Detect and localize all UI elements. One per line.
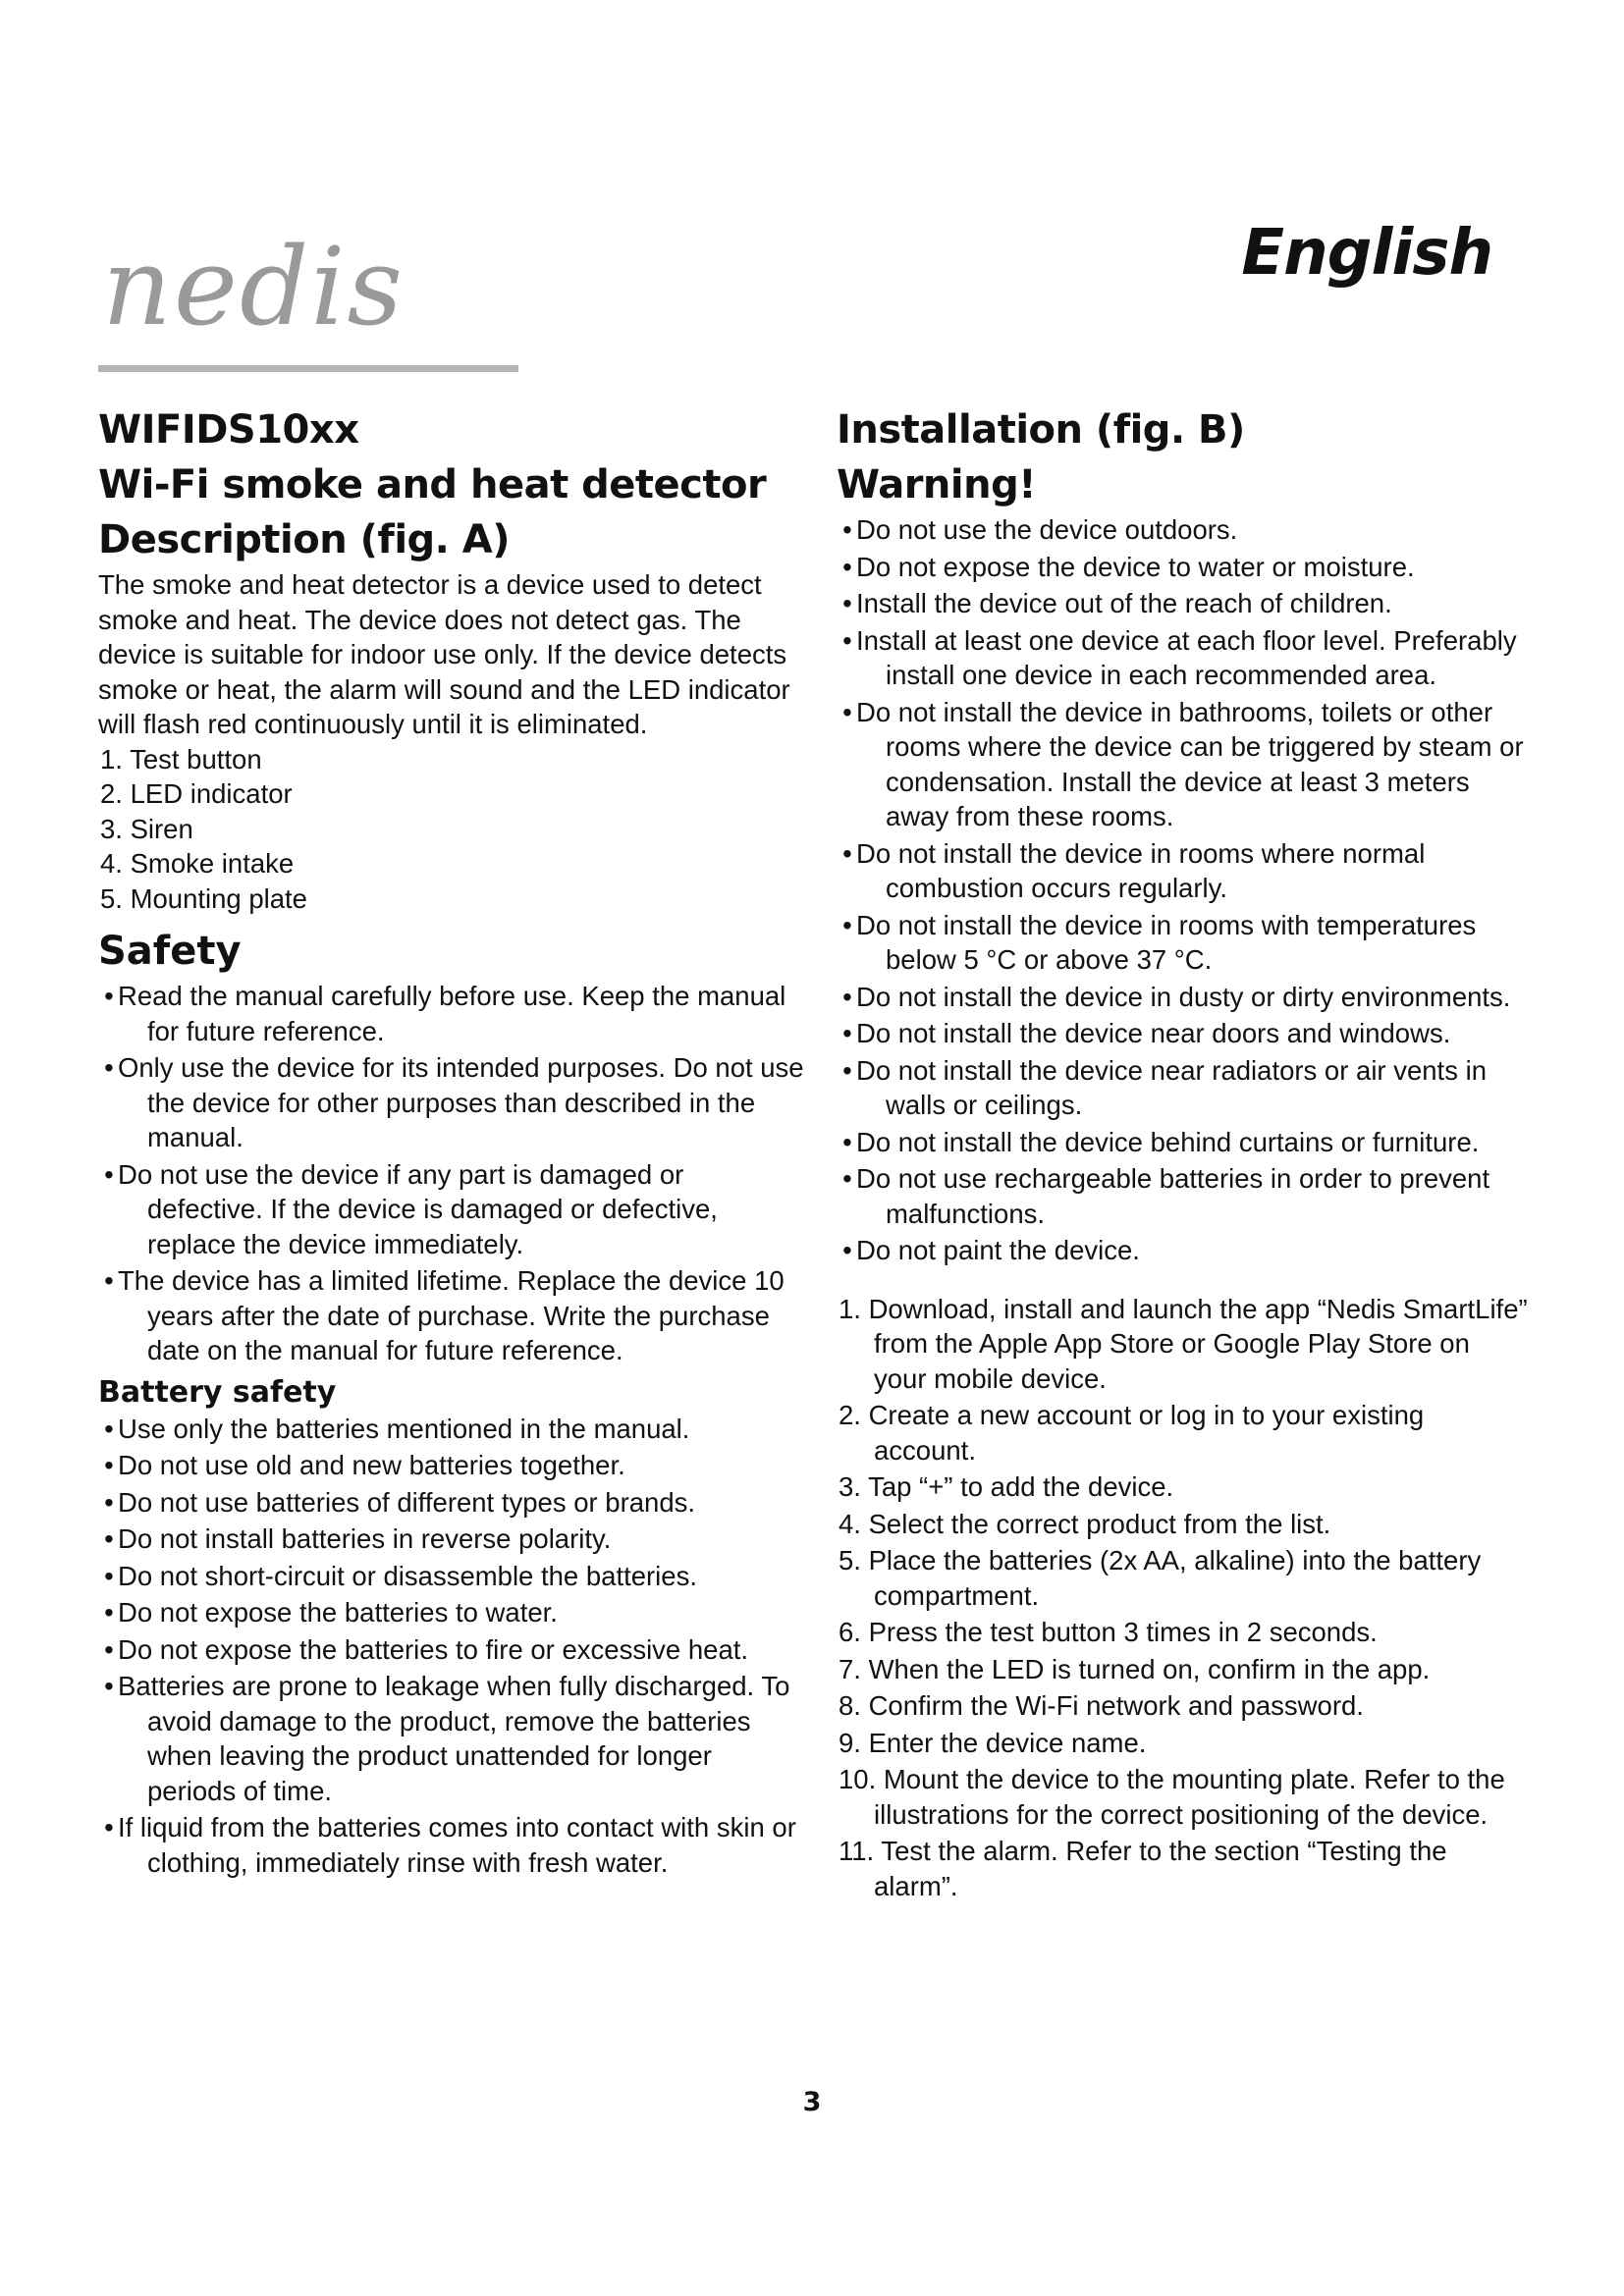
product-title: Wi-Fi smoke and heat detector	[98, 462, 767, 507]
list-item	[98, 1485, 805, 1521]
list-item-text: • Install the device out of the reach of children.	[856, 588, 1392, 618]
language-heading: English	[1241, 217, 1492, 290]
list-item: 2. Create a new account or log in to your existing account.	[839, 1400, 1425, 1466]
list-item	[837, 586, 1528, 621]
list-item-text: • The device has a limited lifetime. Replace the device 10 years after the date of purchase. Write the purchase date on the manual for future reference.	[118, 1265, 785, 1365]
installation-heading: Installation (fig. B)	[837, 407, 1245, 453]
list-item-text: • Do not use batteries of different types or brands.	[118, 1486, 696, 1518]
list-item	[98, 1448, 805, 1483]
list-item: 11. Test the alarm. Refer to the section “Testing the alarm”.	[839, 1836, 1447, 1901]
warning-list	[837, 512, 1528, 1268]
list-item: 7. When the LED is turned on, confirm in the app.	[839, 1653, 1431, 1684]
battery-safety-list	[98, 1412, 805, 1881]
page-number: 3	[802, 2087, 822, 2117]
list-item: 5. Place the batteries (2x AA, alkaline) into the battery compartment.	[839, 1545, 1482, 1611]
installation-steps	[837, 1292, 1528, 1904]
list-item	[98, 1559, 805, 1594]
list-item-text: • Install at least one device at each floor level. Preferably install one device in each recommended area.	[856, 624, 1517, 690]
right-column	[837, 402, 1528, 1905]
list-item: 1. Download, install and launch the app “Nedis SmartLife” from the Apple App Store or Google Play Store on your mobile device.	[839, 1293, 1528, 1394]
list-item-text: • Do not use the device if any part is damaged or defective. If the device is damaged or defective, replace the device immediately.	[118, 1158, 718, 1259]
list-item	[98, 1157, 805, 1262]
list-item: 4. Select the correct product from the list.	[839, 1508, 1331, 1539]
list-item-text: • Do not expose the batteries to water.	[118, 1597, 558, 1628]
list-item-text: • Use only the batteries mentioned in the manual.	[118, 1413, 690, 1444]
list-item	[837, 1233, 1528, 1268]
list-item: 1. Test button	[100, 743, 262, 774]
list-item-text: • Do not expose the device to water or moisture.	[856, 551, 1415, 582]
list-item-text: • Do not install the device in rooms with temperatures below 5 °C or above 37 °C.	[856, 909, 1477, 975]
list-item-text: • Batteries are prone to leakage when fully discharged. To avoid damage to the product, remove the batteries when leaving the product unattended for longer periods of time.	[118, 1671, 790, 1806]
warning-heading: Warning!	[837, 462, 1036, 507]
list-item	[837, 1161, 1528, 1231]
list-item	[98, 1412, 805, 1447]
list-item	[98, 1669, 805, 1808]
list-item: 2. LED indicator	[100, 778, 293, 809]
spacer	[837, 1270, 1528, 1292]
list-item: 6. Press the test button 3 times in 2 seconds.	[839, 1617, 1378, 1647]
list-item-text: • Do not expose the batteries to fire or excessive heat.	[118, 1633, 749, 1665]
description-text: The smoke and heat detector is a device used to detect smoke and heat. The device does not detect gas. The device is suitable for indoor use only. If the device detects smoke or heat, the alarm will sound and the LED indicator will flash red continuously until it is eliminated.	[98, 569, 790, 739]
list-item	[837, 1016, 1528, 1051]
nedis-logo-graphic	[96, 208, 520, 375]
list-item-text: • If liquid from the batteries comes into contact with skin or clothing, immediately rinse with fresh water.	[118, 1812, 796, 1878]
list-item: 3. Siren	[100, 813, 193, 844]
list-item	[837, 623, 1528, 693]
list-item-text: • Do not short-circuit or disassemble the batteries.	[118, 1560, 697, 1591]
parts-list	[98, 742, 805, 917]
list-item	[98, 1050, 805, 1155]
list-item	[98, 1522, 805, 1557]
list-item	[98, 1595, 805, 1630]
list-item-text: • Do not install batteries in reverse polarity.	[118, 1523, 612, 1554]
list-item	[837, 1053, 1528, 1123]
list-item-text: • Do not use the device outdoors.	[856, 514, 1238, 545]
list-item	[98, 1632, 805, 1668]
list-item	[837, 550, 1528, 585]
list-item	[837, 836, 1528, 906]
description-heading: Description (fig. A)	[98, 517, 511, 562]
left-column	[98, 402, 805, 1882]
list-item-text: • Do not install the device behind curtains or furniture.	[856, 1126, 1480, 1157]
list-item-text: • Do not install the device in dusty or dirty environments.	[856, 981, 1511, 1012]
safety-heading: Safety	[98, 929, 242, 974]
list-item: 10. Mount the device to the mounting plate. Refer to the illustrations for the correct positioning of the device.	[839, 1764, 1505, 1830]
list-item-text: • Do not install the device in bathrooms, toilets or other rooms where the device can be triggered by steam or condensation. Install the device at least 3 meters away from these rooms.	[856, 696, 1524, 831]
list-item: 3. Tap “+” to add the device.	[839, 1471, 1174, 1502]
list-item-text: • Only use the device for its intended purposes. Do not use the device for other purposes than described in the manual.	[118, 1052, 804, 1152]
list-item-text: • Do not use rechargeable batteries in order to prevent malfunctions.	[856, 1163, 1490, 1229]
battery-safety-heading: Battery safety	[98, 1374, 337, 1410]
brand-logo	[96, 208, 520, 375]
list-item	[837, 908, 1528, 978]
logo-underline	[98, 365, 518, 372]
list-item-text: • Do not use old and new batteries together.	[118, 1450, 625, 1480]
list-item	[98, 979, 805, 1048]
list-item	[98, 1810, 805, 1880]
list-item	[837, 980, 1528, 1015]
list-item-text: • Do not install the device near doors and windows.	[856, 1018, 1451, 1048]
list-item	[837, 695, 1528, 834]
list-item: 5. Mounting plate	[100, 882, 307, 914]
safety-list	[98, 979, 805, 1368]
list-item-text: • Do not paint the device.	[856, 1235, 1140, 1265]
list-item-text: • Do not install the device in rooms where normal combustion occurs regularly.	[856, 837, 1426, 903]
list-item-text: • Read the manual carefully before use. Keep the manual for future reference.	[118, 981, 786, 1046]
list-item: 4. Smoke intake	[100, 848, 295, 879]
list-item: 9. Enter the device name.	[839, 1727, 1147, 1758]
list-item	[837, 1125, 1528, 1160]
list-item	[98, 1263, 805, 1368]
model-number: WIFIDS10xx	[98, 407, 359, 453]
logo-wordmark: nedis	[102, 224, 405, 349]
list-item-text: • Do not install the device near radiators or air vents in walls or ceilings.	[856, 1054, 1487, 1120]
list-item: 8. Confirm the Wi-Fi network and password.	[839, 1690, 1364, 1721]
list-item	[837, 512, 1528, 548]
